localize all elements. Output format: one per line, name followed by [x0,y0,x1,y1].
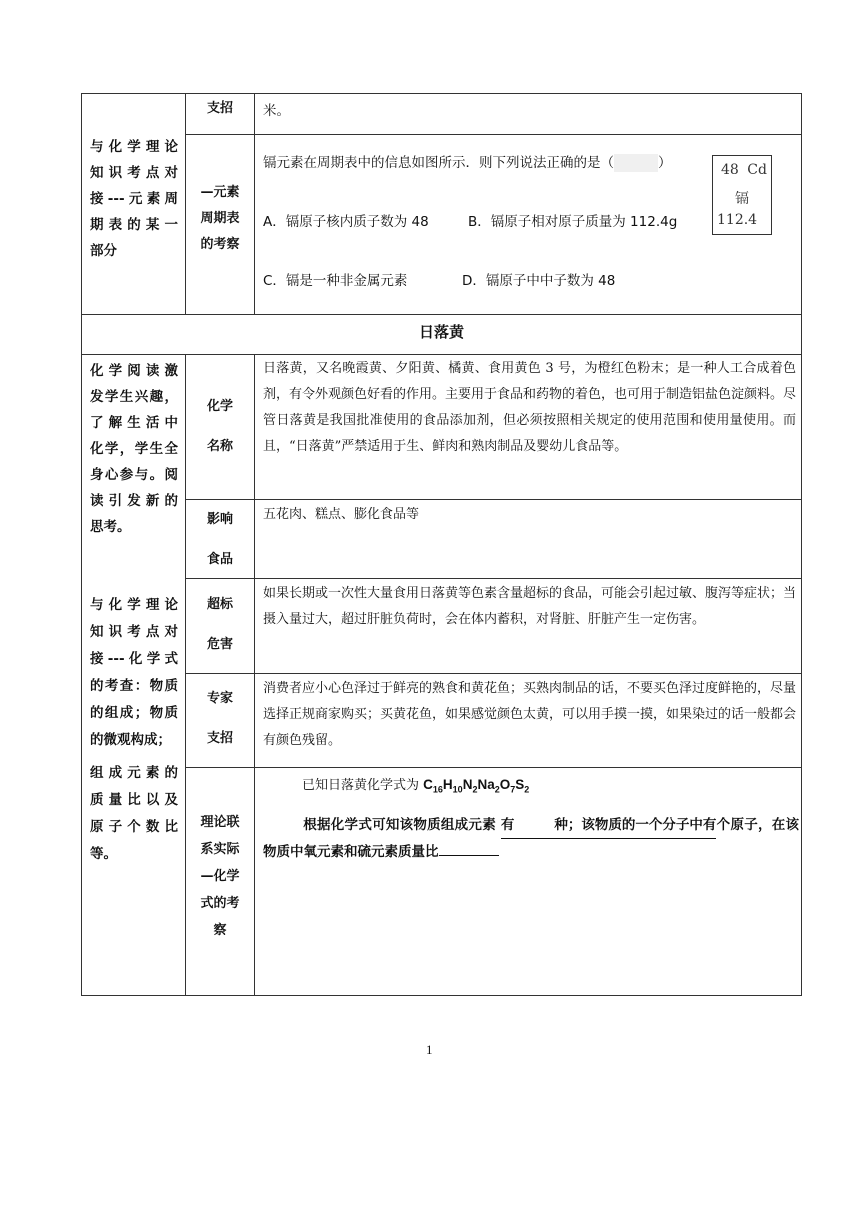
header-line: 食品 [206,552,233,567]
header-line: 察 [213,923,227,938]
left-label-line: 思考。 [90,519,131,535]
section1-left-label [90,134,178,264]
option-text: D．镉原子中中子数为 48 [462,273,616,289]
header-line: 支招 [206,731,233,746]
answer-blank [501,812,555,839]
element-name: 镉 [735,191,749,207]
option-text: A．镉原子核内质子数为 48 [263,214,429,230]
left-label-line: 化学阅读激 [90,363,178,379]
atomic-number: 48 [721,162,739,178]
question-stem [263,151,672,172]
left-label-line: 的组成；物质 [90,705,178,721]
element-symbol: Cd [747,162,767,178]
left-label-line: 知识考点对 [90,165,178,181]
left-label-line: 部分 [90,243,117,259]
header-line: —元素 [200,185,240,200]
answer-blank [439,855,499,856]
left-label-line: 与化学理论 [90,597,178,613]
left-label-line: 期表的某一 [90,217,178,233]
question-close: ） [658,155,672,171]
row-header-affected-foods [186,500,254,580]
row-header-theory [186,809,254,944]
left-label-line: 原子个数比 [90,819,178,835]
left-label-line: 发学生兴趣， [90,389,178,405]
element-tile-cadmium [712,155,772,235]
left-label-line: 了解生活中 [90,415,178,431]
row-header-periodic [186,180,254,258]
divider [185,499,802,500]
divider [185,767,802,768]
row-content-expert-tips [263,676,796,754]
header-line: 危害 [206,637,233,652]
left-label-line: 知识考点对 [90,624,178,640]
header-line: 影响 [206,512,233,527]
header-line: 系实际 [200,842,240,857]
header-line: 名称 [206,439,233,454]
divider [254,354,255,996]
row-header-chemical-name [186,387,254,467]
divider [185,134,802,135]
blank-prefix: 有 [500,817,515,833]
section2-left-label-reading [90,358,178,540]
formula-question [263,812,799,865]
answer-blank [614,154,658,172]
option-a [263,210,429,230]
left-label-line: 组成元素的 [90,765,178,781]
option-d [462,269,615,289]
atomic-mass: 112.4 [717,212,758,228]
left-label-line: 接---元素周 [90,191,178,207]
formula-line [302,773,529,799]
banner-title [81,321,802,342]
divider [81,314,802,315]
question-text: 个原子，在该物质中氧元素和硫元素质量比 [263,817,800,860]
header-line: 周期表 [200,211,240,226]
left-label-line: 身心参与。阅 [90,467,178,483]
section2-left-label-theory [90,592,178,754]
option-b [468,210,677,230]
header-line: 式的考 [200,896,240,911]
option-text: B．镉原子相对原子质量为 112.4g [468,214,678,230]
option-c [263,269,407,289]
left-label-line: 化学，学生全 [90,441,178,457]
chemical-formula: $C_{16}H_{10}N_2Na_2O_7S_2$ [423,777,530,795]
row-content-chemical-name [263,356,796,460]
header-line: 的考察 [200,237,240,252]
row-content-tips [263,99,290,119]
option-text: C．镉是一种非金属元素 [263,273,408,289]
content-text: 米。 [263,103,290,119]
header-line: 理论联 [200,815,240,830]
content-text: 如果长期或一次性大量食用日落黄等色素含量超标的食品，可能会引起过敏、腹泻等症状；当摄入量过大，超过肝脏负荷时，会在体内蓄积，对肾脏、肝脏产生一定伤害。 [263,586,797,627]
question-text: 种；该物质的一个分子中有 [554,812,716,839]
left-label-line: 质量比以及 [90,792,178,808]
question-text: 根据化学式可知该物质组成元素 [303,817,496,833]
section2-left-label-ratio [90,760,178,868]
divider [81,354,802,355]
formula-prefix: 已知日落黄化学式为 [302,778,420,793]
row-header-expert-tips [186,679,254,759]
left-label-line: 接---化学式 [90,651,178,667]
divider [254,93,255,314]
header-line: 超标 [206,597,233,612]
divider [185,578,802,579]
question-text: 镉元素在周期表中的信息如图所示．则下列说法正确的是（ [263,155,614,171]
left-label-line: 读引发新的 [90,493,178,509]
left-label-line: 与化学理论 [90,139,178,155]
header-line: —化学 [200,869,240,884]
content-text: 五花肉、糕点、膨化食品等 [263,507,420,522]
left-label-line: 的考查：物质 [90,678,178,694]
header-line: 专家 [206,691,233,706]
banner-title-text: 日落黄 [418,323,464,341]
content-text: 消费者应小心色泽过于鲜亮的熟食和黄花鱼；买熟肉制品的话，不要买色泽过度鲜艳的，尽量选择正规商家购买；买黄花鱼，如果感觉颜色太黄，可以用手摸一摸，如果染过的话一般都会有颜色残留。 [263,681,797,748]
content-text: 日落黄，又名晚霞黄、夕阳黄、橘黄、食用黄色 3 号，为橙红色粉末；是一种人工合成着色剂，有令外观颜色好看的作用。主要用于食品和药物的着色，也可用于制造铝盐色淀颜料。尽管日落黄是我国批准使用的食品添加剂，但必须按照相关规定的使用范围和使用量使用。而且，“日落黄”严禁适用于生、鲜肉和熟肉制品及婴幼儿食品等。 [263,361,797,454]
left-label-line: 等。 [90,846,117,862]
page-number [426,1042,433,1058]
left-label-line: 的微观构成； [90,732,171,748]
row-header-text: 支招 [206,101,233,116]
row-header-tips [186,96,254,121]
row-content-excess-harm [263,581,796,633]
divider [185,673,802,674]
row-header-excess-harm [186,585,254,665]
header-line: 化学 [206,399,233,414]
page-number-text: 1 [426,1042,433,1057]
row-content-affected-foods [263,502,796,528]
